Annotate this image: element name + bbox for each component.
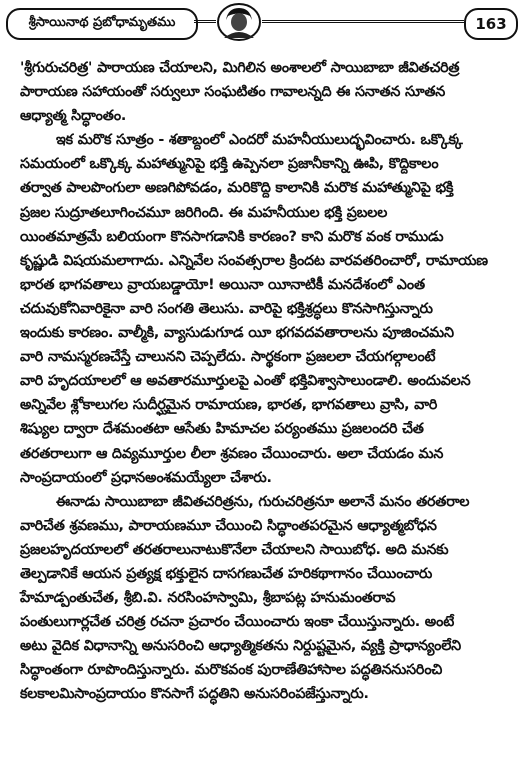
text-line: ఇందుకు కారణం. వాల్మీకి, వ్యాసుడుగూడ యీ భగవదవతారాలను పూజించమని — [20, 325, 454, 342]
page-body — [0, 56, 520, 756]
text-line: కృష్ణుడి విషయమలాగాదు. ఎన్నివేల సంవత్సరాల క్రిందట వారవతరించారో, రామాయణ — [20, 252, 488, 269]
text-line: ఈనాడు సాయిబాబా జీవితచరిత్రను, గురుచరిత్రనూ అలానే మనం తరతరాల — [56, 493, 470, 510]
text-line: శిష్యుల ద్వారా దేశమంతటా ఆసేతు హిమాచల పర్యంతము ప్రజలందరి చేత — [20, 421, 424, 438]
text-line: ప్రజల సుద్రూతలూగించమూ జరిగింది. ఈ మహనీయుల భక్తి ప్రబలల — [20, 204, 388, 221]
page-number: 163 — [464, 8, 518, 40]
text-line: ఆధ్యాత్మ సిద్ధాంతం. — [20, 108, 127, 125]
text-line: సిద్ధాంతంగా రూపొందిస్తున్నారు. మరొకవంక పురాణేతిహాసాల పద్ధతిననుసరించి — [20, 662, 443, 679]
text-line: 'శ్రీగురుచరిత్ర' పారాయణ చేయాలని, మిగిలిన అంశాలలో సాయిబాబా జీవితచరిత్ర — [20, 60, 460, 76]
text-line: సాంప్రదాయంలో ప్రధానఅంశమయ్యేలా చేశారు. — [20, 469, 272, 486]
text-line: హేమాడ్పంతుచేత, శ్రీబి.వి. నరసింహస్వామి, శ్రీబాపట్ల హనుమంతరావ — [20, 590, 396, 607]
text-line: అటు వైదిక విధానాన్ని అనుసరించి ఆధ్యాత్మికతను నిర్దుష్టమైన, వ్యక్తి ప్రాధాన్యంలేని — [20, 638, 461, 655]
text-line: ఇక మరొక సూత్రం - శతాబ్దంలో ఎందరో మహనీయులుద్భవించారు. ఒక్కొక్క — [56, 132, 463, 149]
text-line: పారాయణ సహాయంతో సర్వులూ సంఘటితం గావాలన్నది ఈ సనాతన సూతన — [20, 84, 446, 101]
text-line: వారి హృదయాలలో ఆ అవతారమూర్తులపై ఎంతో భక్తివిశ్వాసాలుండాలి. అందువలన — [20, 373, 471, 390]
sai-baba-portrait-icon — [216, 2, 262, 42]
text-line: పంతులుగార్లచేత చరిత్ర రచనా ప్రచారం చేయించారు ఇంకా చేయిస్తున్నారు. అంటే — [20, 614, 455, 631]
text-line: యింతమాత్రమే బలియంగా కొనసాగడానికి కారణం? కాని మరొక వంక రాముడు — [20, 228, 444, 245]
text-line: తర్వాత పాలపొంగులా అణగిపోవడం, మరికొద్ది కాలానికి మరొక మహాత్మునిపై భక్తి — [20, 180, 454, 197]
text-line: తెల్పడానికే ఆయన ప్రత్యక్ష భక్తులైన దాసగణుచేత హరికథాగానం చేయించారు — [20, 565, 433, 582]
text-line: ప్రజలహృదయాలలో తరతరాలునాటుకొనేలా చేయాలని సాయిబోధ. అది మనకు — [20, 541, 449, 558]
book-title: శ్రీసాయినాథ ప్రబోధామృతము — [6, 8, 198, 40]
text-line: చదువుకోనివారికైనా వారి సంగతి తెలుసు. వారిపై భక్తిశ్రద్ధలు కొనసాగిస్తున్నారు — [20, 300, 433, 317]
text-line: కలకాలమిసాంప్రదాయం కొనసాగే పద్ధతిని అనుసరింపజేస్తున్నారు. — [20, 686, 369, 703]
text-line: వారిచేత శ్రవణము, పారాయణమూ చేయించి సిద్ధాంతపరమైన ఆధ్యాత్మబోధన — [20, 517, 437, 534]
text-line: సమయంలో ఒక్కొక్క మహాత్మునిపై భక్తి ఉప్పెనలా ప్రజానీకాన్ని ఊపి, కొద్దికాలం — [20, 156, 439, 173]
text-line: భారత భాగవతాలు వ్రాయబడ్డాయో! అయినా యీనాటికీ మనదేశంలో ఎంత — [20, 276, 425, 293]
text-line: వారి నామస్మరణచేస్తే చాలునని చెప్పలేదు. సార్థకంగా ప్రజలలా చేయగల్గాలంటే — [20, 349, 436, 366]
header-rule-right — [262, 20, 464, 23]
text-line: తరతరాలుగా ఆ దివ్యమూర్తుల లీలా శ్రవణం చేయించారు. అలా చేయడం మన — [20, 445, 444, 462]
page-header — [0, 0, 520, 44]
text-line: అన్నివేల శ్లోకాలుగల సుదీర్ఘమైన రామాయణ, భారత, భాగవతాలు వ్రాసి, వారి — [20, 397, 438, 414]
header-rule-left — [194, 20, 216, 23]
